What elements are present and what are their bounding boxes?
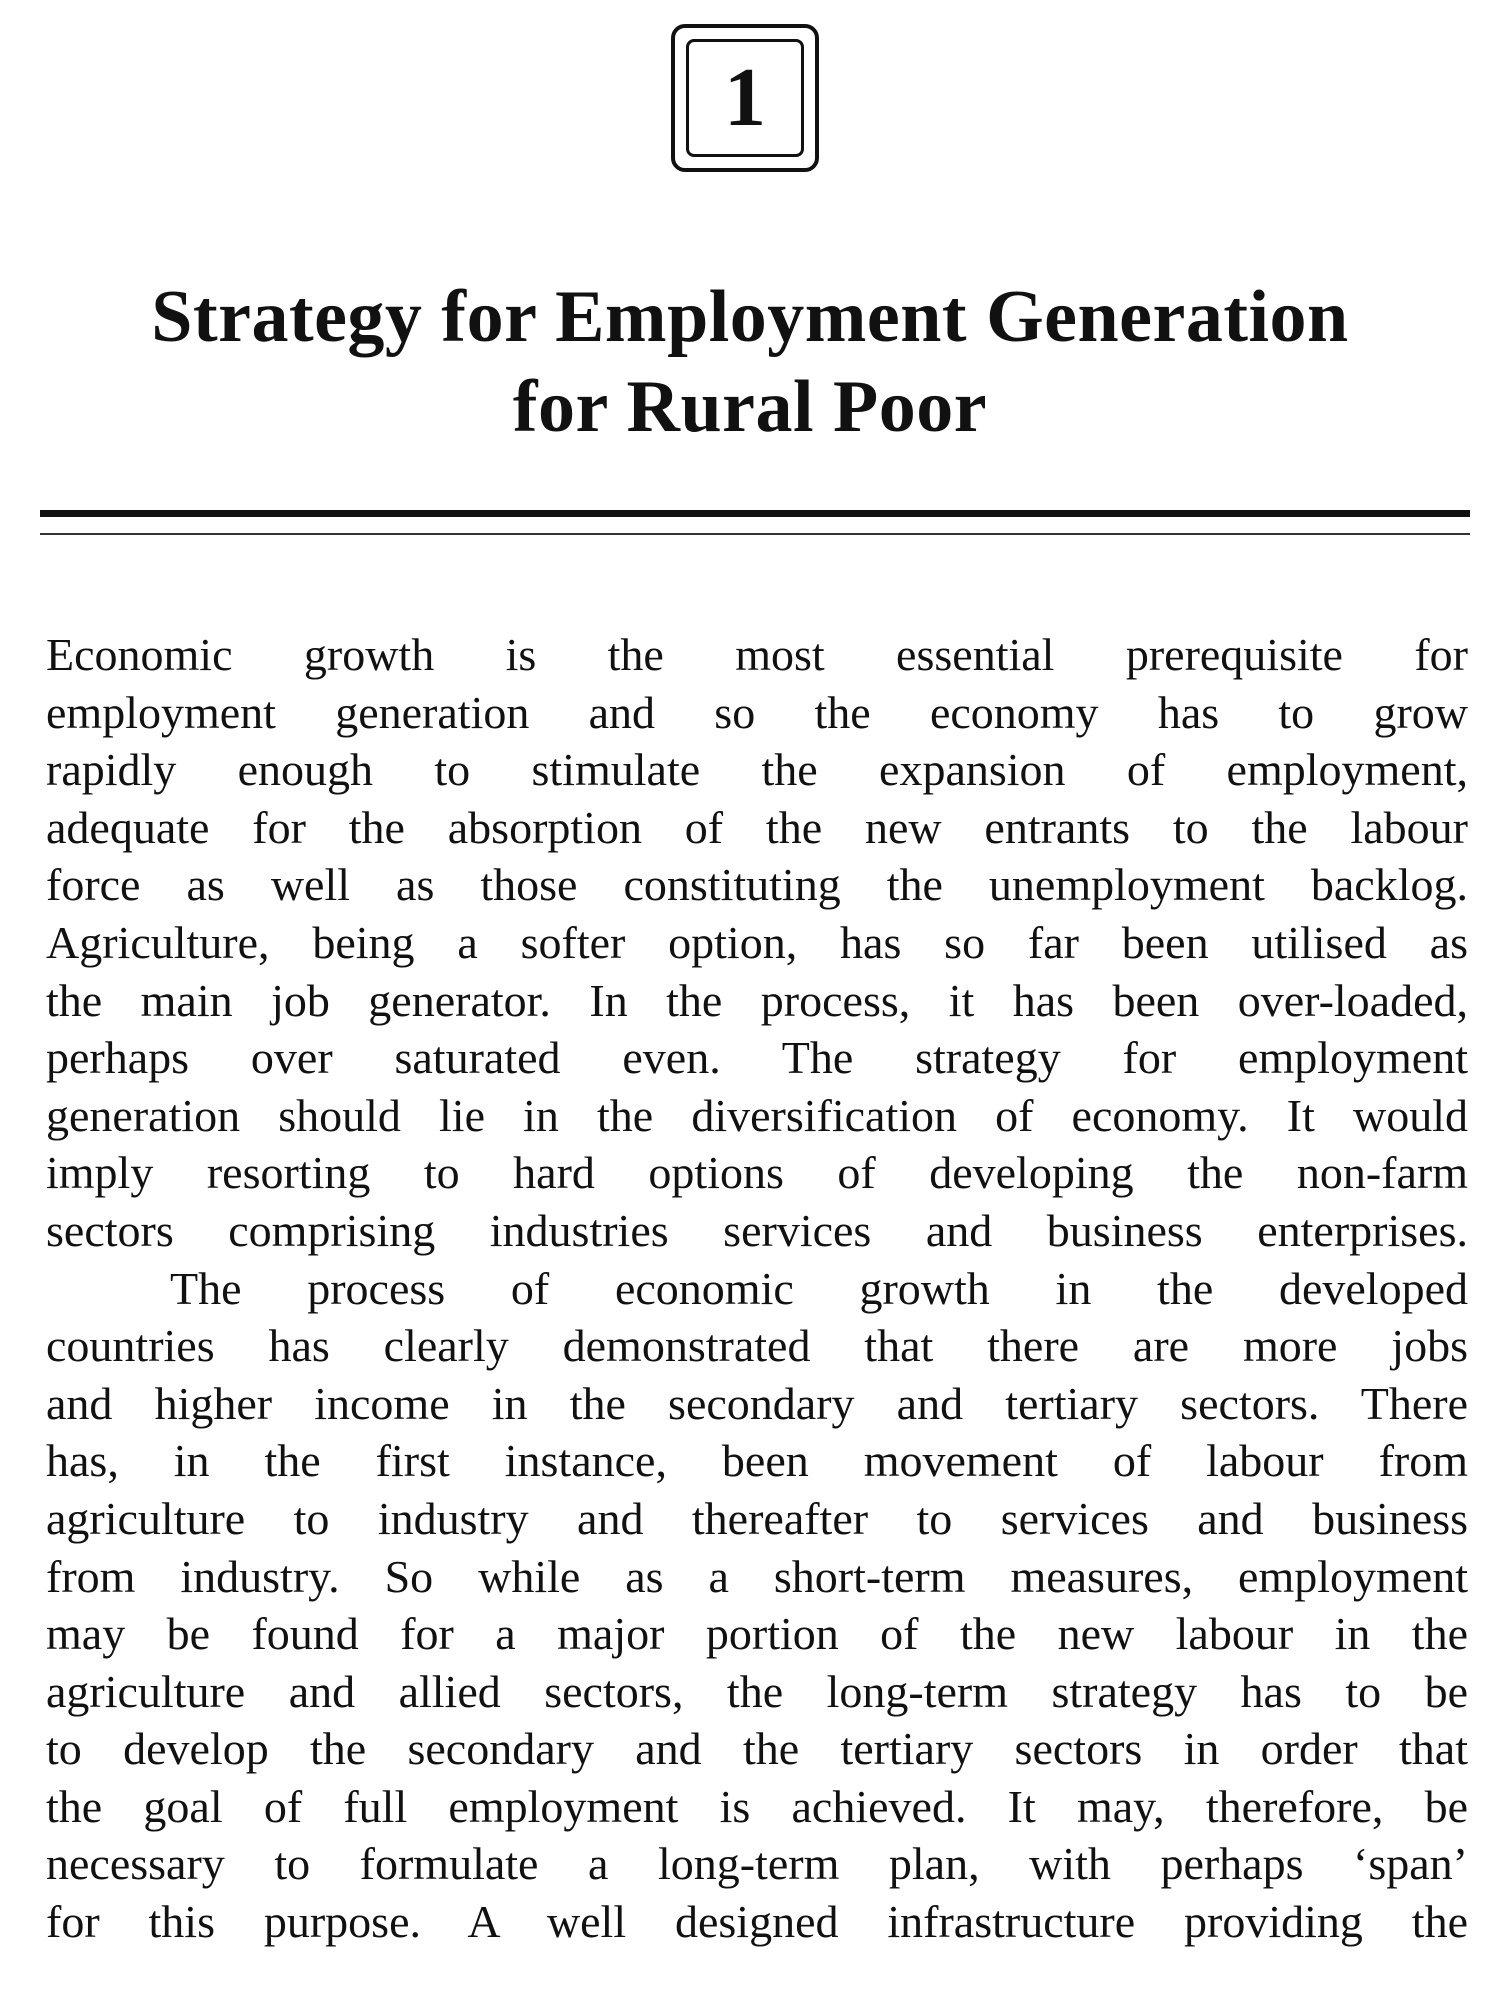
paragraph-2-line: may be found for a major portion of the new labour in the — [46, 1608, 1468, 1660]
paragraph-2-line: countries has clearly demonstrated that there are more jobs — [46, 1320, 1468, 1372]
paragraph-1-line: the main job generator. In the process, it has been over-loaded, — [46, 974, 1468, 1026]
paragraph-1-line: sectors comprising industries services and business enterprises. — [46, 1204, 1468, 1256]
paragraph-2-line: for this purpose. A well designed infrastructure providing the — [46, 1896, 1468, 1948]
body-text — [46, 626, 1468, 1951]
paragraph-1-line: Economic growth is the most essential prerequisite for — [46, 629, 1468, 680]
paragraph-1-line: adequate for the absorption of the new entrants to the labour — [46, 801, 1468, 853]
paragraph-1-line: rapidly enough to stimulate the expansion of employment, — [46, 744, 1468, 796]
chapter-title-line-2: for Rural Poor — [512, 366, 988, 448]
paragraph-1-line: force as well as those constituting the unemployment backlog. — [46, 859, 1468, 911]
title-divider-thin — [40, 533, 1470, 535]
paragraph-1-line: employment generation and so the economy has to grow — [46, 686, 1468, 738]
paragraph-2-line: from industry. So while as a short-term measures, employment — [46, 1550, 1468, 1602]
paragraph-2-line: agriculture and allied sectors, the long-term strategy has to be — [46, 1665, 1468, 1717]
paragraph-1-line: generation should lie in the diversification of economy. It would — [46, 1089, 1468, 1141]
paragraph-1-line: Agriculture, being a softer option, has so far been utilised as — [46, 916, 1468, 968]
paragraph-2-line: to develop the secondary and the tertiary sectors in order that — [46, 1723, 1468, 1775]
chapter-number: 1 — [686, 39, 804, 157]
paragraph-2-line: has, in the first instance, been movement of labour from — [46, 1435, 1468, 1487]
title-divider-thick — [40, 510, 1470, 517]
paragraph-1-line: imply resorting to hard options of developing the non-farm — [46, 1147, 1468, 1199]
chapter-number-box — [671, 24, 819, 172]
paragraph-2-line: and higher income in the secondary and tertiary sectors. There — [46, 1377, 1468, 1429]
paragraph-2-line: agriculture to industry and thereafter to services and business — [46, 1492, 1468, 1544]
paragraph-1-line: perhaps over saturated even. The strategy for employment — [46, 1032, 1468, 1084]
paragraph-2-line: the goal of full employment is achieved. It may, therefore, be — [46, 1780, 1468, 1832]
chapter-title-line-1: Strategy for Employment Generation — [151, 276, 1349, 358]
paragraph-2-line: The process of economic growth in the developed — [170, 1262, 1468, 1314]
paragraph-2-line: necessary to formulate a long-term plan, with perhaps ‘span’ — [46, 1838, 1468, 1890]
